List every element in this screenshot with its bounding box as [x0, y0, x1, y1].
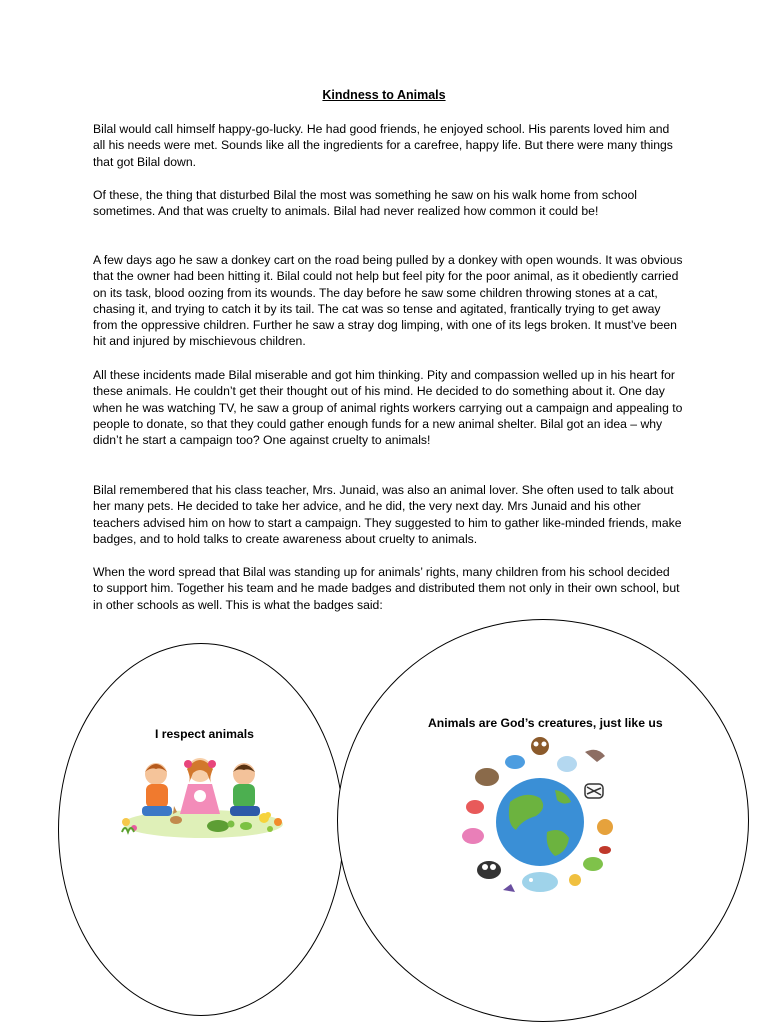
- badge-respect-animals: [58, 643, 344, 1016]
- paragraph-5: Bilal remembered that his class teacher, Mrs. Junaid, was also an animal lover. She often used to talk about her many pets. He decided to take her advice, and he did, the very next day. Mrs Junaid and his other teachers advised him on how to start a campaign. They suggested to him to gather like-minded friends, make badges, and to hold talks to create awareness about cruelty to animals.: [93, 483, 682, 546]
- paragraph-3: A few days ago he saw a donkey cart on the road being pulled by a donkey with open wounds. It was obvious that the owner had been hitting it. Bilal could not help but feel pity for the poor animal, as it obediently carried on its task, blood oozing from its wounds. The day before he saw some children throwing stones at a cat, chasing it, and trying to catch it by its tail. The cat was so tense and agitated, frantically trying to get away from the oppressive children. Further he saw a stray dog limping, with one of its legs broken. It must’ve been hit and injured by mischievous children.: [93, 253, 683, 349]
- paragraph-4: All these incidents made Bilal miserable and got him thinking. Pity and compassion welled up in his heart for these animals. He couldn’t get their thought out of his mind. He decided to do something about it. One day when he was watching TV, he saw a group of animal rights workers carrying out a campaign and appealing to people to donate, so that they could gather enough funds for a new animal shelter. Bilal got an idea – why didn’t he start a campaign too? One against cruelty to animals!: [93, 368, 683, 448]
- badge-text: Animals are God’s creatures, just like us: [428, 716, 663, 730]
- children-with-animals-illustration: [118, 752, 288, 842]
- paragraph-1: Bilal would call himself happy-go-lucky. He had good friends, he enjoyed school. His parents loved him and all his needs were met. Sounds like all the ingredients for a carefree, happy life. But there were many things that got Bilal down.: [93, 122, 673, 169]
- animals-around-globe-illustration: [455, 732, 625, 902]
- paragraph-6: When the word spread that Bilal was standing up for animals’ rights, many children from his school decided to support him. Together his team and he made badges and distributed them not only in their own school, but in other schools as well. This is what the badges said:: [93, 565, 680, 612]
- paragraph-2: Of these, the thing that disturbed Bilal the most was something he saw on his walk home from school sometimes. And that was cruelty to animals. Bilal had never realized how common it could be!: [93, 188, 637, 219]
- badge-gods-creatures: [337, 619, 749, 1022]
- badge-text: I respect animals: [155, 727, 254, 741]
- document-title: Kindness to Animals: [322, 88, 446, 102]
